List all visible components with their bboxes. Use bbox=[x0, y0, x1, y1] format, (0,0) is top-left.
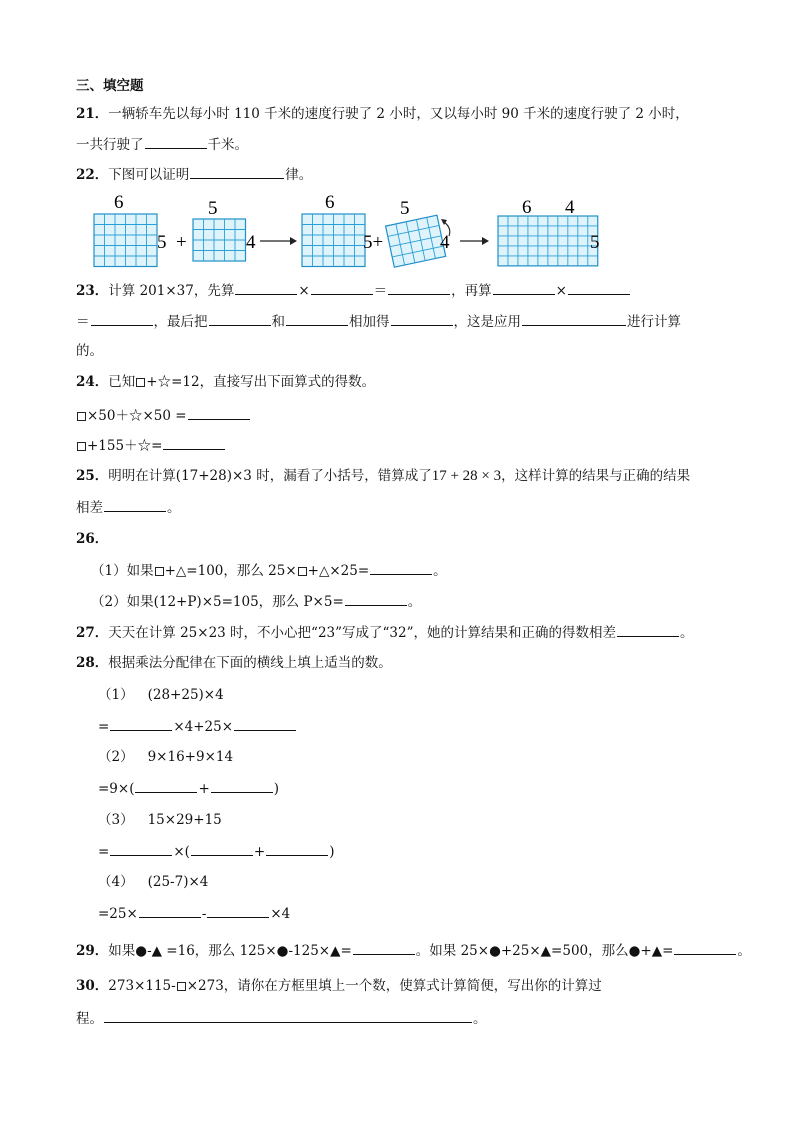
question-29 bbox=[76, 940, 751, 961]
question-28 bbox=[76, 653, 392, 673]
operator: - bbox=[201, 906, 207, 922]
answer-blank[interactable] bbox=[139, 903, 201, 918]
question-text: 程。 bbox=[76, 1011, 103, 1027]
question-text: 一辆轿车先以每小时 110 千米的速度行驶了 2 小时，又以每小时 90 千米的速度行驶了 2 小时， bbox=[108, 106, 689, 122]
operator: × bbox=[555, 283, 567, 299]
answer-blank[interactable] bbox=[163, 435, 225, 450]
plus-sign: + bbox=[176, 232, 187, 253]
answer-blank[interactable] bbox=[235, 280, 297, 295]
answer-blank[interactable] bbox=[353, 940, 415, 955]
question-number: 23． bbox=[76, 283, 109, 299]
question-text: 。 bbox=[433, 563, 447, 579]
question-23-line1 bbox=[76, 280, 631, 301]
answer-blank[interactable] bbox=[345, 591, 407, 606]
expression-text: 15×29+15 bbox=[147, 812, 222, 828]
question-text: 天天在计算 25×23 时，不小心把“23”写成了“32”，她的计算结果和正确的得数相差 bbox=[108, 625, 617, 641]
question-28-part2-answer bbox=[98, 778, 279, 799]
question-30-line2 bbox=[76, 1008, 487, 1029]
answer-blank[interactable] bbox=[286, 311, 348, 326]
answer-blank[interactable] bbox=[522, 311, 626, 326]
part-label: （2） bbox=[98, 749, 134, 765]
question-24-expr-1 bbox=[76, 405, 251, 426]
answer-blank[interactable] bbox=[391, 311, 453, 326]
grid-10-by-5 bbox=[498, 216, 598, 266]
question-text: 。 bbox=[407, 594, 422, 610]
grid-6-by-5 bbox=[94, 214, 157, 267]
grid-side-label: 4 bbox=[440, 232, 450, 253]
square-box-icon bbox=[77, 442, 86, 451]
part-label: （3） bbox=[98, 812, 134, 828]
question-text: 。 bbox=[737, 943, 751, 959]
question-text: 根据乘法分配律在下面的横线上填上适当的数。 bbox=[108, 655, 392, 671]
question-28-part3-answer bbox=[98, 841, 335, 862]
question-text: 千米。 bbox=[207, 137, 248, 153]
question-text: ，这是应用 bbox=[453, 314, 521, 330]
expression-text: ×50＋☆×50 = bbox=[87, 408, 187, 424]
answer-blank[interactable] bbox=[568, 280, 630, 295]
question-text: +△=100，那么 25× bbox=[164, 563, 297, 579]
operator: + bbox=[253, 844, 266, 860]
question-text: 律。 bbox=[285, 167, 313, 183]
answer-blank[interactable] bbox=[211, 778, 273, 793]
question-text: 一共行驶了 bbox=[76, 137, 144, 153]
question-number: 22． bbox=[76, 167, 109, 183]
answer-blank[interactable] bbox=[207, 903, 269, 918]
answer-blank[interactable] bbox=[266, 841, 328, 856]
expression-text: =9×( bbox=[98, 781, 135, 797]
question-21-line2 bbox=[76, 134, 248, 155]
question-24 bbox=[76, 372, 375, 392]
grid-6-by-5 bbox=[302, 214, 365, 267]
grid-top-label: 4 bbox=[565, 197, 575, 218]
grid-top-label: 6 bbox=[325, 192, 335, 213]
question-28-part4 bbox=[98, 872, 208, 892]
question-text: 相差 bbox=[76, 500, 103, 516]
grid-side-label: 5 bbox=[157, 232, 167, 253]
operator: ×( bbox=[173, 844, 190, 860]
grid-top-label: 6 bbox=[522, 197, 532, 218]
question-23-line2 bbox=[76, 311, 681, 332]
question-number: 28． bbox=[76, 655, 109, 671]
question-text: （2）如果(12+P)×5=105，那么 P×5= bbox=[91, 594, 344, 610]
question-text: 。 bbox=[680, 625, 694, 641]
answer-blank[interactable] bbox=[110, 716, 172, 731]
question-30-line1 bbox=[76, 976, 602, 996]
operator: ＝ bbox=[76, 314, 90, 330]
grid-top-label: 6 bbox=[114, 192, 124, 213]
answer-blank[interactable] bbox=[135, 778, 197, 793]
answer-blank[interactable] bbox=[188, 405, 250, 420]
answer-blank[interactable] bbox=[209, 311, 271, 326]
arrow-icon bbox=[460, 237, 489, 245]
grid-side-label: 5 bbox=[590, 232, 600, 253]
question-text: 。 bbox=[473, 1011, 487, 1027]
answer-blank[interactable] bbox=[191, 841, 253, 856]
grid-top-label: 5 bbox=[400, 198, 410, 219]
question-text: 273×115- bbox=[108, 978, 176, 994]
grid-side-label: 5+ bbox=[363, 232, 384, 253]
question-text: 进行计算 bbox=[627, 314, 681, 330]
question-28-part2 bbox=[98, 747, 233, 767]
part-label: （1） bbox=[98, 687, 134, 703]
answer-blank[interactable] bbox=[104, 497, 166, 512]
question-26-part1 bbox=[91, 560, 447, 581]
question-text: ×273，请你在方框里填上一个数，使算式计算简便，写出你的计算过 bbox=[186, 978, 602, 994]
expression-text: +155＋☆= bbox=[87, 438, 163, 454]
question-22 bbox=[76, 164, 312, 185]
square-box-icon bbox=[177, 982, 186, 991]
question-text: （1）如果 bbox=[91, 563, 154, 579]
question-28-part4-answer bbox=[98, 903, 290, 924]
answer-blank[interactable] bbox=[145, 134, 207, 149]
question-number: 27． bbox=[76, 625, 109, 641]
answer-blank[interactable] bbox=[110, 841, 172, 856]
question-text: 。如果 25×●+25×▲=500，那么●+▲= bbox=[415, 943, 674, 959]
operator: ＝ bbox=[373, 283, 388, 299]
answer-blank[interactable] bbox=[617, 622, 679, 637]
question-28-part1-answer bbox=[98, 716, 297, 737]
expression-text: =25× bbox=[98, 906, 138, 922]
operator: ) bbox=[329, 844, 335, 860]
question-text: ，这样计算的结果与正确的结果 bbox=[501, 468, 691, 484]
answer-blank[interactable] bbox=[104, 1008, 472, 1023]
question-24-expr-2 bbox=[76, 435, 226, 456]
question-26-number: 26． bbox=[76, 531, 109, 547]
question-text: 下图可以证明 bbox=[108, 167, 190, 183]
grid-side-label: 4 bbox=[246, 232, 256, 253]
answer-blank[interactable] bbox=[91, 311, 153, 326]
question-text: +△×25= bbox=[307, 563, 370, 579]
question-text: 和 bbox=[271, 314, 285, 330]
expression-text: 17 + 28 × 3 bbox=[431, 468, 502, 484]
section-title: 三、填空题 bbox=[76, 78, 144, 94]
answer-blank[interactable] bbox=[190, 164, 284, 179]
square-box-icon bbox=[298, 567, 307, 576]
question-28-part1 bbox=[98, 685, 224, 705]
square-box-icon bbox=[77, 412, 86, 421]
question-text: +☆=12，直接写出下面算式的得数。 bbox=[146, 374, 376, 390]
question-21-line1 bbox=[76, 104, 689, 124]
question-text: 相加得 bbox=[349, 314, 390, 330]
grid-5-by-4 bbox=[193, 219, 246, 261]
answer-blank[interactable] bbox=[674, 940, 736, 955]
question-26-part2 bbox=[91, 591, 421, 612]
question-text: ，再算 bbox=[451, 283, 492, 299]
operator: × bbox=[298, 283, 310, 299]
question-text: 计算 201×37，先算 bbox=[108, 283, 235, 299]
question-number: 21． bbox=[76, 106, 109, 122]
square-box-icon bbox=[136, 378, 145, 387]
question-number: 25． bbox=[76, 468, 109, 484]
square-box-icon bbox=[155, 567, 164, 576]
question-25-line1 bbox=[76, 466, 690, 486]
answer-blank[interactable] bbox=[493, 280, 555, 295]
arrow-icon bbox=[260, 237, 297, 245]
expression-text: = bbox=[98, 719, 110, 735]
question-27 bbox=[76, 622, 694, 643]
question-number: 24． bbox=[76, 374, 109, 390]
expression-text: ×4+25× bbox=[173, 719, 234, 735]
question-text: 如果●-▲ =16，那么 125×●-125×▲= bbox=[108, 943, 352, 959]
expression-text: ×4 bbox=[270, 906, 291, 922]
question-text: 明明在计算(17+28)×3 时，漏看了小括号，错算成了 bbox=[108, 468, 432, 484]
answer-blank[interactable] bbox=[370, 560, 432, 575]
answer-blank[interactable] bbox=[388, 280, 450, 295]
question-28-part3 bbox=[98, 810, 222, 830]
distributive-law-figure bbox=[90, 192, 610, 274]
answer-blank[interactable] bbox=[234, 716, 296, 731]
expression-text: 9×16+9×14 bbox=[147, 749, 234, 765]
expression-text: (25-7)×4 bbox=[147, 874, 209, 890]
question-text: ，最后把 bbox=[153, 314, 208, 330]
rotated-grid-5-by-4 bbox=[386, 215, 446, 267]
question-25-line2 bbox=[76, 497, 181, 518]
part-label: （4） bbox=[98, 874, 134, 890]
question-number: 29． bbox=[76, 943, 109, 959]
question-23-line3: 的。 bbox=[76, 343, 103, 359]
grid-top-label: 5 bbox=[208, 198, 218, 219]
operator: ) bbox=[273, 781, 280, 797]
question-text: 已知 bbox=[108, 374, 136, 390]
question-text: 。 bbox=[167, 500, 181, 516]
question-number: 30． bbox=[76, 978, 109, 994]
operator: + bbox=[198, 781, 210, 797]
operator: = bbox=[98, 844, 110, 860]
answer-blank[interactable] bbox=[311, 280, 373, 295]
expression-text: (28+25)×4 bbox=[147, 687, 224, 703]
